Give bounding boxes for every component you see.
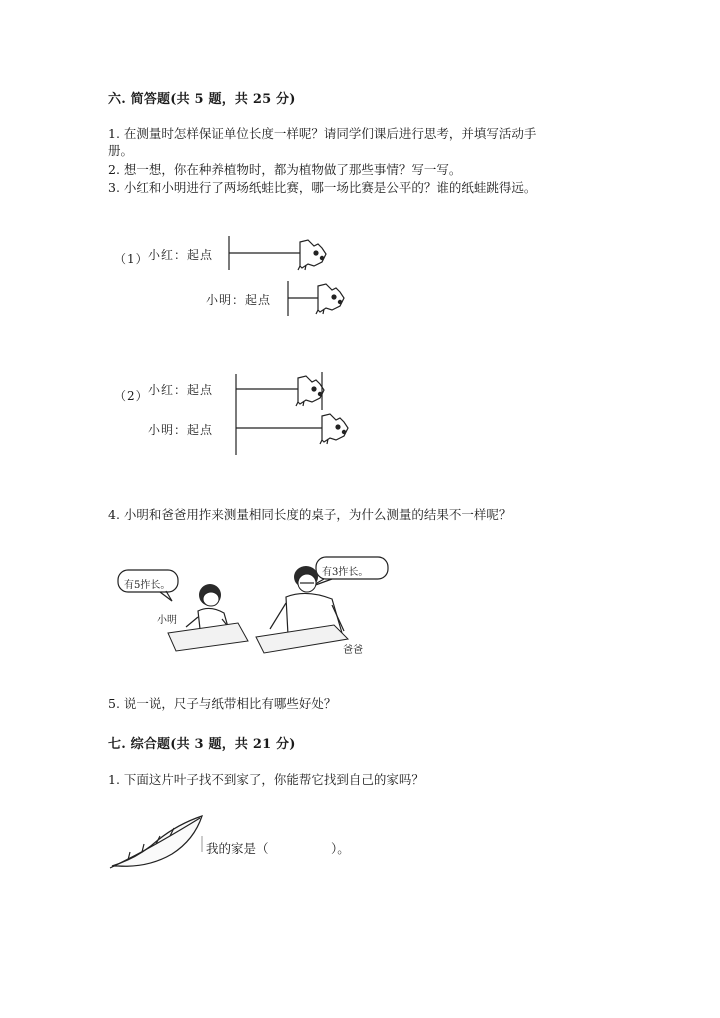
dad-name: 爸爸 xyxy=(343,645,363,656)
race2-xiaoming-frog-icon xyxy=(320,414,348,444)
xiaoming-figure-icon xyxy=(186,584,230,629)
race2-xiaohong-frog-icon xyxy=(296,376,324,406)
leaf-answer-text: 我的家是（ ）。 xyxy=(206,841,350,856)
s7-q1-text: 1. 下面这片叶子找不到家了，你能帮它找到自己的家吗？ xyxy=(108,772,424,787)
race1-xiaohong-frog-icon xyxy=(298,240,326,270)
race1-xiaohong-track xyxy=(229,236,300,270)
q2-text: 2. 想一想，你在种养植物时，都为植物做了那些事情？写一写。 xyxy=(108,162,462,177)
q4-text: 4. 小明和爸爸用拃来测量相同长度的桌子，为什么测量的结果不一样呢？ xyxy=(108,507,512,522)
q1-line1: 1. 在测量时怎样保证单位长度一样呢？请同学们课后进行思考，并填写活动手 xyxy=(108,126,537,141)
race1-xiaoming-frog-icon xyxy=(316,284,344,314)
text-cursor xyxy=(200,836,204,852)
q1-line2: 册。 xyxy=(108,143,134,158)
section7-title: 七. 综合题(共 3 题，共 21 分) xyxy=(108,737,296,752)
race1-label: （1） xyxy=(114,252,149,266)
xiaoming-name: 小明 xyxy=(157,615,177,626)
section6-title: 六. 简答题(共 5 题，共 25 分) xyxy=(108,92,296,107)
race2-xiaohong-label: 小红：起点 xyxy=(148,383,214,397)
race1-xiaoming-track xyxy=(288,281,318,316)
dad-bubble-text: 有3拃长。 xyxy=(322,567,369,578)
leaf-icon xyxy=(108,810,208,874)
race2-label: （2） xyxy=(114,389,149,403)
xiaoming-bubble-text: 有5拃长。 xyxy=(124,580,171,591)
q5-text: 5. 说一说，尺子与纸带相比有哪些好处？ xyxy=(108,696,337,711)
dad-desk xyxy=(256,625,348,653)
q3-text: 3. 小红和小明进行了两场纸蛙比赛，哪一场比赛是公平的？谁的纸蛙跳得远。 xyxy=(108,180,537,195)
race1-xiaohong-label: 小红：起点 xyxy=(148,248,214,262)
race2-xiaoming-label: 小明：起点 xyxy=(148,423,214,437)
race1-xiaoming-label: 小明：起点 xyxy=(206,293,272,307)
xiaoming-desk xyxy=(168,623,248,651)
